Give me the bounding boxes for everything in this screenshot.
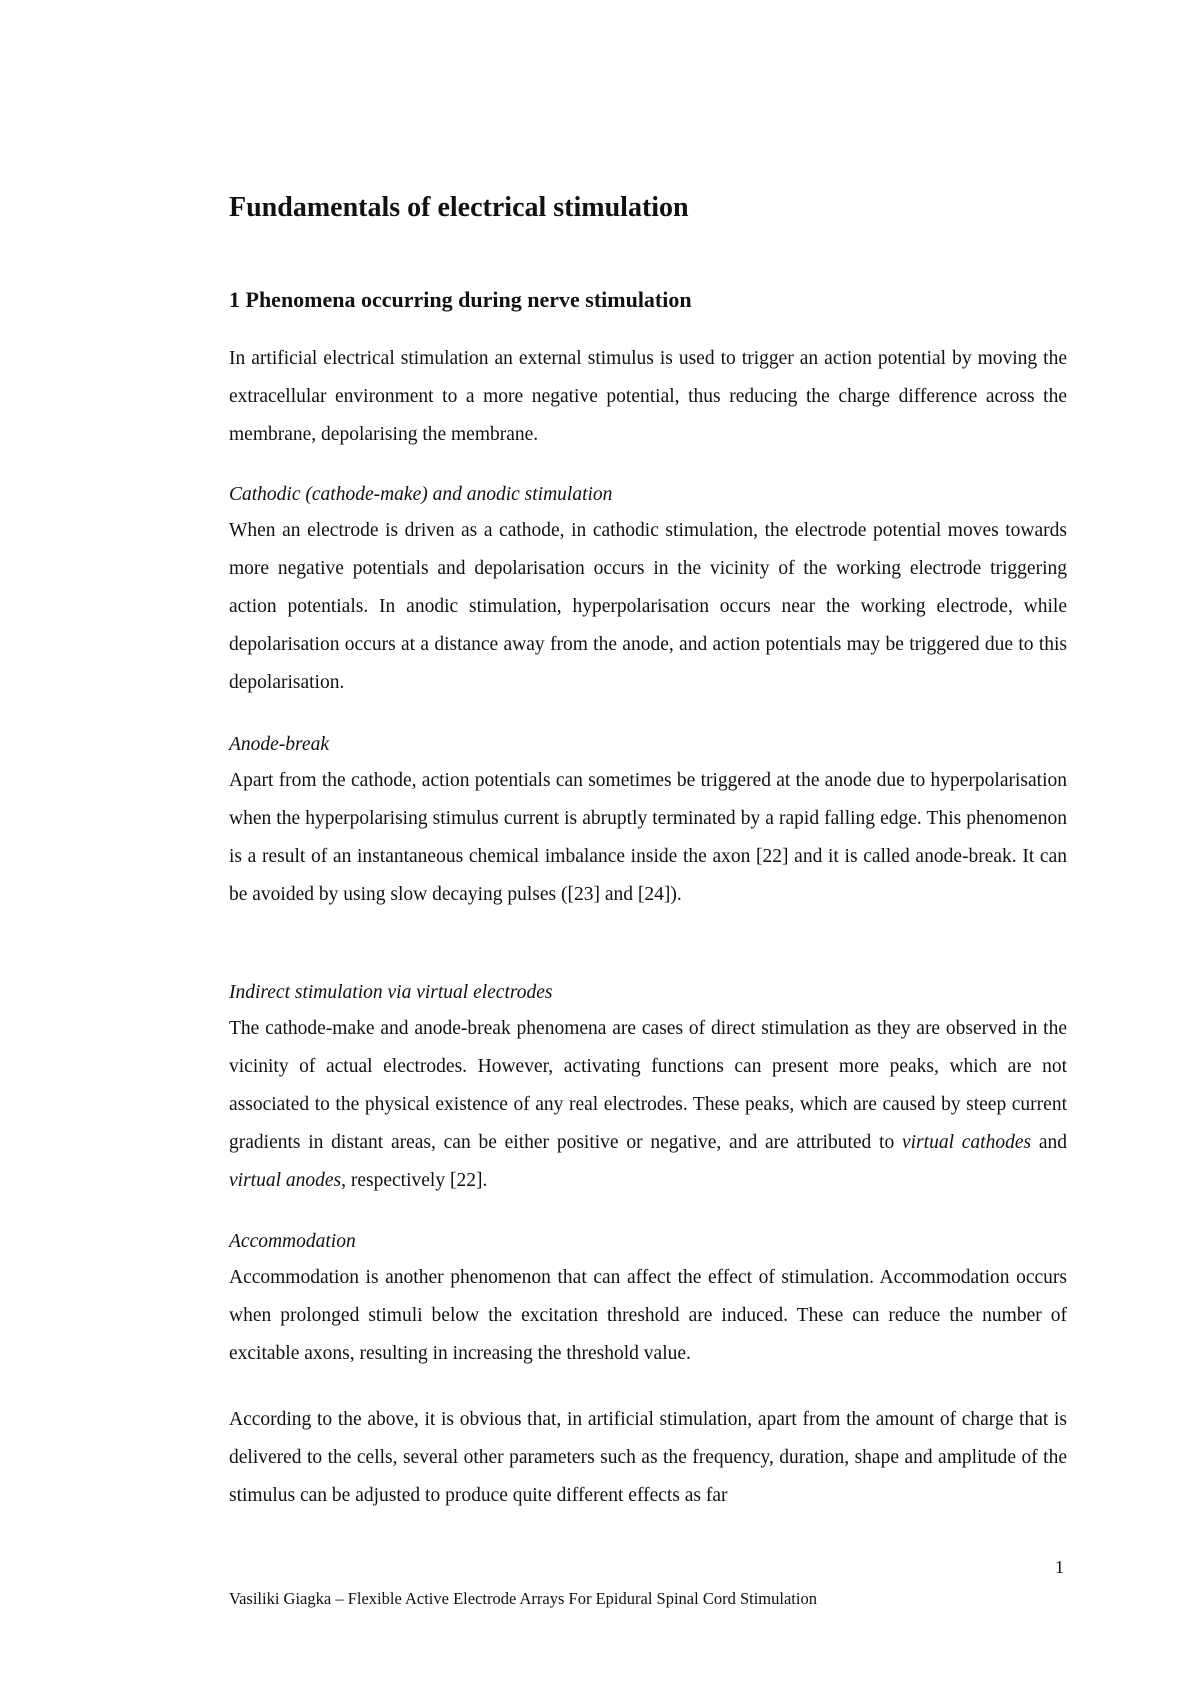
- subsection-anode-break: [229, 728, 1067, 914]
- subsection-heading: Accommodation: [229, 1231, 356, 1252]
- section-heading: 1 Phenomena occurring during nerve stimulation: [229, 287, 692, 312]
- page-title: Fundamentals of electrical stimulation: [229, 192, 689, 223]
- subsection-heading: Indirect stimulation via virtual electrodes: [229, 982, 553, 1003]
- paragraph-text: and: [1031, 1132, 1068, 1153]
- paragraph-text: The cathode-make and anode-break phenomena are cases of direct stimulation as they are observed in the vicinity of actual electrodes. However, activating functions can present more peaks, which are not associated to the physical existence of any real electrodes. These peaks, which are caused by steep current gradients in distant areas, can be either positive or negative, and are attributed to: [229, 1018, 1067, 1153]
- italic-term: virtual anodes: [229, 1170, 342, 1191]
- subsection-virtual-electrodes: [229, 976, 1067, 1200]
- subsection-cathodic: [229, 478, 1067, 702]
- closing-paragraph: According to the above, it is obvious that, in artificial stimulation, apart from the amount of charge that is delivered to the cells, several other parameters such as the frequency, duration, shape and amplitude of the stimulus can be adjusted to produce quite different effects as far: [229, 1409, 1067, 1506]
- subsection-accommodation: [229, 1225, 1067, 1373]
- paragraph-text: , respectively [22].: [341, 1170, 488, 1191]
- subsection-heading: Cathodic (cathode-make) and anodic stimulation: [229, 484, 613, 505]
- running-footer: Vasiliki Giagka – Flexible Active Electrode Arrays For Epidural Spinal Cord Stimulation: [229, 1589, 817, 1608]
- intro-paragraph: In artificial electrical stimulation an external stimulus is used to trigger an action potential by moving the extracellular environment to a more negative potential, thus reducing the charge difference across the membrane, depolarising the membrane.: [229, 348, 1067, 445]
- subsection-paragraph: [229, 1010, 1067, 1200]
- subsection-paragraph: Accommodation is another phenomenon that can affect the effect of stimulation. Accommodation occurs when prolonged stimuli below the excitation threshold are induced. These can reduce the number of excitable axons, resulting in increasing the threshold value.: [229, 1267, 1067, 1364]
- page-number: 1: [1055, 1557, 1064, 1577]
- subsection-heading: Anode-break: [229, 734, 329, 755]
- subsection-paragraph: When an electrode is driven as a cathode, in cathodic stimulation, the electrode potential moves towards more negative potentials and depolarisation occurs in the vicinity of the working electrode triggering action potentials. In anodic stimulation, hyperpolarisation occurs near the working electrode, while depolarisation occurs at a distance away from the anode, and action potentials may be triggered due to this depolarisation.: [229, 520, 1067, 693]
- italic-term: virtual cathodes: [901, 1132, 1032, 1153]
- subsection-paragraph: Apart from the cathode, action potentials can sometimes be triggered at the anode due to hyperpolarisation when the hyperpolarising stimulus current is abruptly terminated by a rapid falling edge. This phenomenon is a result of an instantaneous chemical imbalance inside the axon [22] and it is called anode-break. It can be avoided by using slow decaying pulses ([23] and [24]).: [229, 770, 1067, 905]
